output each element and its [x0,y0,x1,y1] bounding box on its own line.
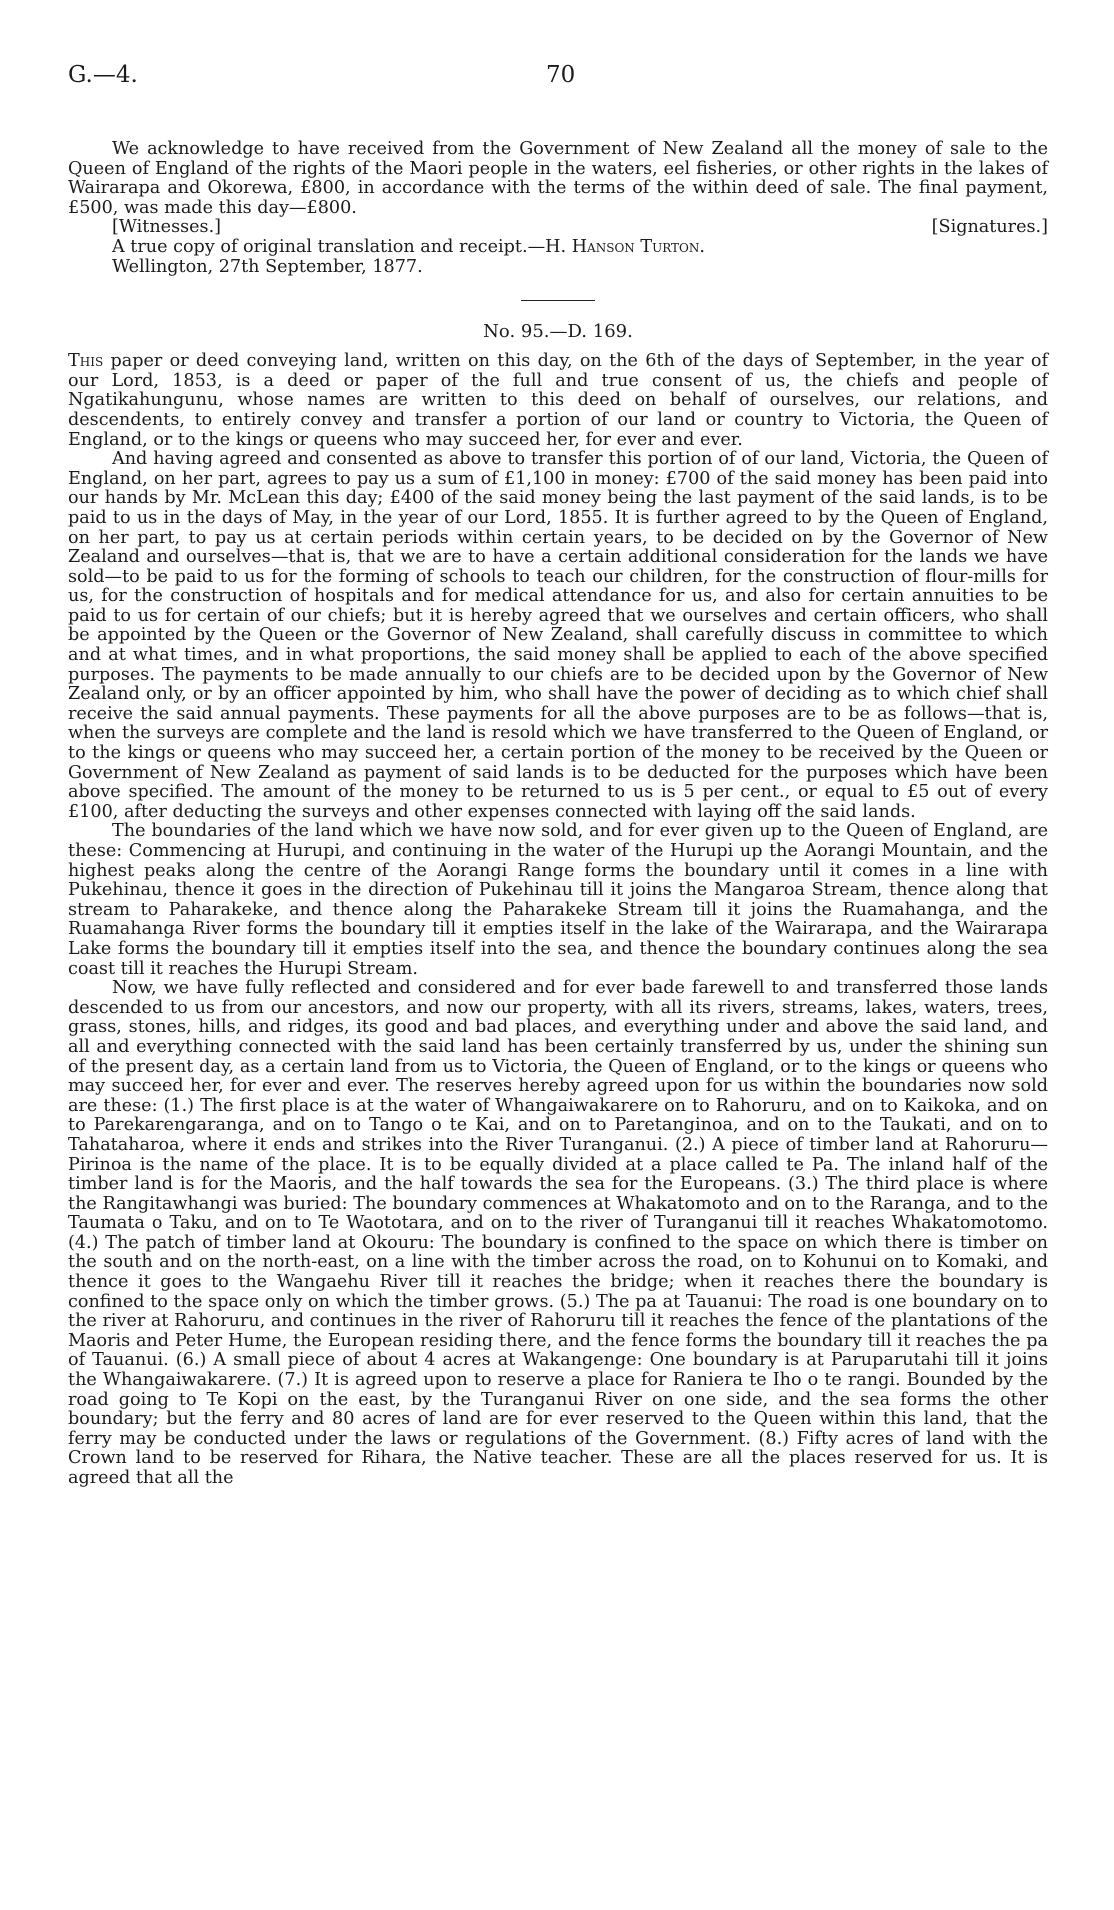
signatures-label: [Signatures.] [931,217,1048,238]
true-copy-line [68,238,1048,258]
deed-paragraph-4: Now, we have fully reflected and considered and for ever bade farewell to and transferred those lands descended to us from our ancestors, and now our property, with all its rivers, streams, lakes, waters, trees, grass, stones, hills, and ridges, its good and bad places, and everything under and above the said land, and all and everything connected with the said land has been certainly transferred by us, under the shining sun of the present day, as a certain land from us to Victoria, the Queen of England, or to the kings or queens who may succeed her, for ever and ever. The reserves hereby agreed upon for us within the boundaries now sold are these: (1.) The first place is at the water of Whangaiwakarere on to Rahoruru, and on to Kaikoka, and on to Parekarengaranga, and on to Tango o te Kai, and on to Paretanginoa, and on to the Taukati, and on to Tahataharoa, where it ends and strikes into the River Turanganui. (2.) A piece of timber land at Rahoruru—Pirinoa is the name of the place. It is to be equally divided at a place called te Pa. The inland half of the timber land is for the Maoris, and the half towards the sea for the Europeans. (3.) The third place is where the Rangitawhangi was buried: The boundary commences at Whakatomoto and on to the Raranga, and to the Taumata o Taku, and on to Te Waototara, and on to the river of Turanganui till it reaches Whakatomotomo. (4.) The patch of timber land at Okouru: The boundary is confined to the space on which there is timber on the south and on the north-east, on a line with the timber across the road, on to Kohunui on to Komaki, and thence it goes to the Wangaehu River till it reaches the bridge; when it reaches there the boundary is confined to the space only on which the timber grows. (5.) The pa at Tauanui: The road is one boundary on to the river at Rahoruru, and continues in the river of Rahoruru till it reaches the fence of the plantations of the Maoris and Peter Hume, the European residing there, and the fence forms the boundary till it reaches the pa of Tauanui. (6.) A small piece of about 4 acres at Wakangenge: One boundary is at Paruparutahi till it joins the Whangaiwakarere. (7.) It is agreed upon to reserve a place for Raniera te Iho o te rangi. Bounded by the road going to Te Kopi on the east, by the Turanganui River on one side, and the sea forms the other boundary; but the ferry and 80 acres of land are for ever reserved to the Queen within this land, that the ferry may be conducted under the laws or regulations of the Government. (8.) Fifty acres of land with the Crown land to be reserved for Rihara, the Native teacher. These are all the places reserved for us. It is agreed that all the [68,978,1048,1488]
deed-paragraph-3: The boundaries of the land which we have now sold, and for ever given up to the Queen of England, are these: Commencing at Hurupi, and continuing in the water of the Hurupi up the Aorangi Mountain, and the highest peaks along the centre of the Aorangi Range forms the boundary until it comes in a line with Pukehinau, thence it goes in the direction of Pukehinau till it joins the Mangaroa Stream, thence along that stream to Paharakeke, and thence along the Paharakeke Stream till it joins the Ruamahanga, and the Ruamahanga River forms the boundary till it empties itself in the lake of the Wairarapa, and the Wairarapa Lake forms the boundary till it empties itself into the sea, and thence the boundary continues along the sea coast till it reaches the Hurupi Stream. [68,821,1048,979]
receipt-section [68,140,1048,277]
true-copy-text: A true copy of original translation and receipt.—H. [112,236,572,257]
true-copy-end: . [699,236,705,257]
witnesses-label: [Witnesses.] [112,217,222,238]
witness-signature-line [68,218,1048,238]
document-page [68,62,1048,1489]
page-header [68,62,1048,102]
section-divider [521,300,595,301]
document-reference: G.—4. [68,62,138,88]
deed-heading: No. 95.—D. 169. [483,321,633,343]
deed-paragraph-1-text: paper or deed conveying land, written on this day, on the 6th of the days of September, in the year of our Lord, 1853, is a deed or paper of the full and true consent of us, the chiefs and people of Ngatikahungunu, whose names are written to this deed on behalf of ourselves, our relations, and descendents, to entirely convey and transfer a portion of our land or country to Victoria, the Queen of England, or to the kings or queens who may succeed her, for ever and ever. [68,351,1048,450]
deed-first-word: This [68,351,104,372]
translator-name: Hanson Turton [571,236,700,257]
deed-section [68,352,1048,1488]
deed-paragraph-1 [68,352,1048,450]
page-number: 70 [546,62,576,88]
deed-paragraph-2: And having agreed and consented as above to transfer this portion of of our land, Victoria, the Queen of England, on her part, agrees to pay us a sum of £1,100 in money: £700 of the said money has been paid into our hands by Mr. McLean this day; £400 of the said money being the last payment of the said lands, is to be paid to us in the days of May, in the year of our Lord, 1855. It is further agreed to by the Queen of England, on her part, to pay us at certain periods within certain years, to be decided on by the Governor of New Zealand and ourselves—that is, that we are to have a certain additional consideration for the lands we have sold—to be paid to us for the forming of schools to teach our children, for the construction of flour-mills for us, for the construction of hospitals and for medical attendance for us, and also for certain annuities to be paid to us for certain of our chiefs; but it is hereby agreed that we ourselves and certain officers, who shall be appointed by the Queen or the Governor of New Zealand, shall carefully discuss in committee to which and at what times, and in what proportions, the said money shall be applied to each of the above specified purposes. The payments to be made annually to our chiefs are to be decided upon by the Governor of New Zealand only, or by an officer appointed by him, who shall have the power of deciding as to which chief shall receive the said annual payments. These payments for all the above purposes are to be as follows—that is, when the surveys are complete and the land is resold which we have transferred to the Queen of England, or to the kings or queens who may succeed her, a certain portion of the money to be received by the Queen or Government of New Zealand as payment of said lands is to be deducted for the purposes which have been above specified. The amount of the money to be returned to us is 5 per cent., or equal to £5 out of every £100, after deducting the surveys and other expenses connected with laying off the said lands. [68,449,1048,822]
place-date-line: Wellington, 27th September, 1877. [112,256,423,277]
receipt-paragraph: We acknowledge to have received from the Government of New Zealand all the money of sale to the Queen of England of the rights of the Maori people in the waters, eel fisheries, or other rights in the lakes of Wairarapa and Okorewa, £800, in accordance with the terms of the within deed of sale. The final payment, £500, was made this day—£800. [68,139,1048,218]
